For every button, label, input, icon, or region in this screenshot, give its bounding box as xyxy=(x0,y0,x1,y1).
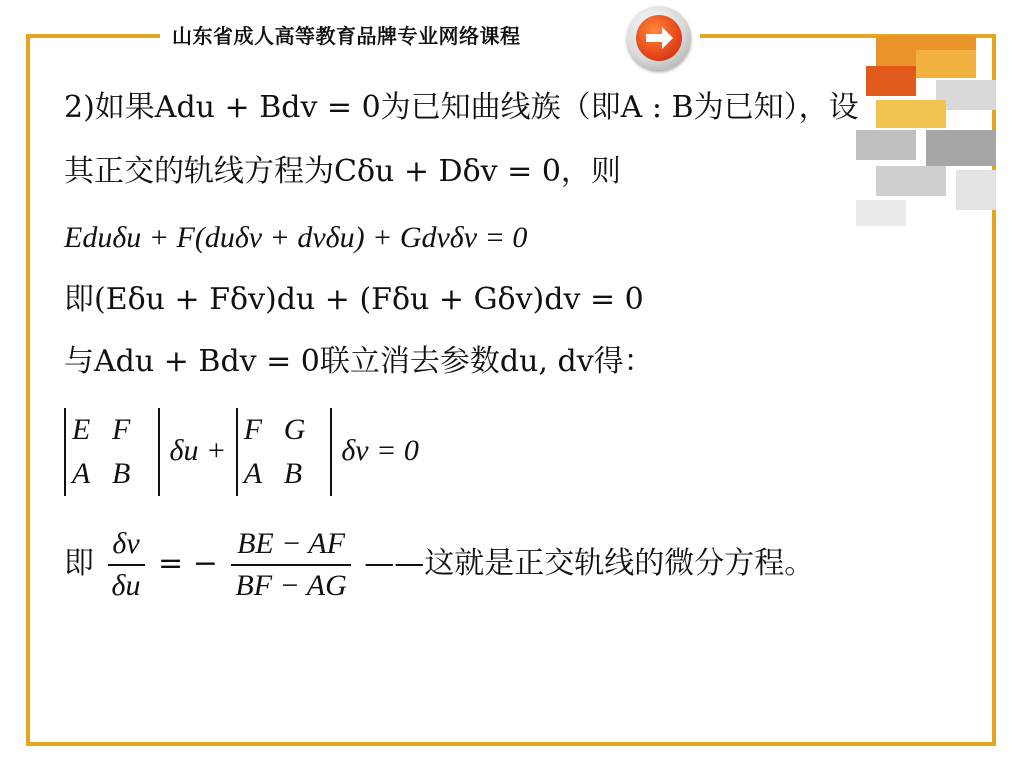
course-title: 山东省成人高等教育品牌专业网络课程 xyxy=(172,24,521,48)
line-2: 其正交的轨线方程为Cδu + Dδv = 0，则 xyxy=(64,154,621,189)
line-3: Eduδu + F(duδv + dvδu) + Gdvδv = 0 xyxy=(64,221,528,254)
line-7-ode xyxy=(64,524,814,606)
line-1: 2)如果Adu + Bdv = 0为已知曲线族（即A : B为已知），设 xyxy=(64,90,859,125)
line-7-eq: = − xyxy=(158,546,218,581)
next-button[interactable] xyxy=(627,6,691,70)
line-6-end: δv = 0 xyxy=(341,434,419,467)
slide-frame xyxy=(26,34,996,746)
line-6-determinants xyxy=(64,408,419,496)
arrow-right-icon xyxy=(636,15,682,61)
determinant-1: E F A B xyxy=(64,408,160,496)
line-7-prefix: 即 xyxy=(64,546,94,581)
line-7-suffix: ——这就是正交轨线的微分方程。 xyxy=(364,546,815,581)
determinant-2: F G A B xyxy=(236,408,332,496)
line-5: 与Adu + Bdv = 0联立消去参数du, dv得： xyxy=(64,344,654,379)
fraction-2: $\frac{BE - AF}{BF - AG}$ xyxy=(231,524,350,606)
fraction-1: $\frac{\delta v}{\delta u}$ xyxy=(108,524,145,606)
decorative-blocks xyxy=(856,30,996,230)
line-6-mid: δu + xyxy=(169,434,227,467)
line-4: 即(Eδu + Fδv)du + (Fδu + Gδv)dv = 0 xyxy=(64,282,644,317)
